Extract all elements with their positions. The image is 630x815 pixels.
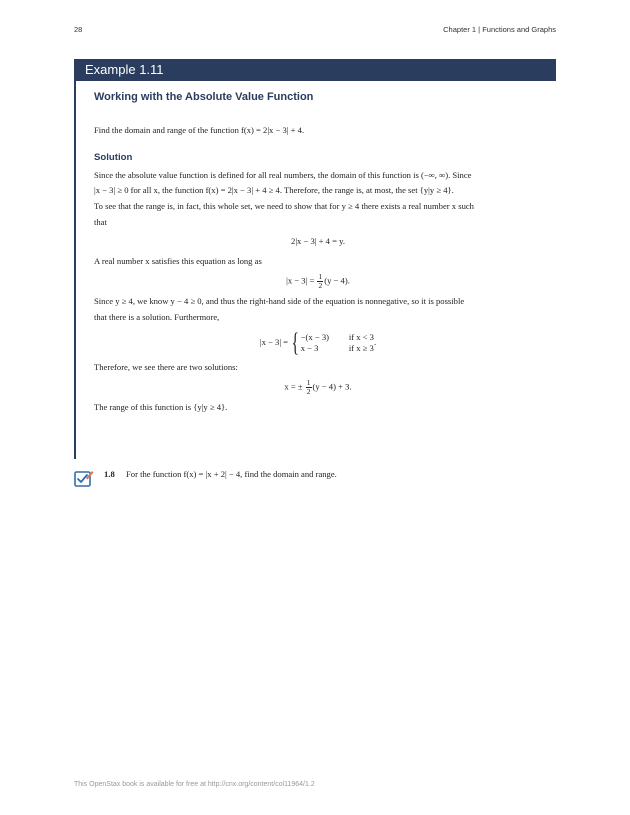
chapter-header: Chapter 1 | Functions and Graphs	[443, 25, 556, 34]
equation-4-fraction	[306, 379, 312, 396]
equation-2-right: (y − 4).	[324, 275, 350, 286]
example-body	[94, 90, 542, 416]
example-label-bar	[74, 59, 556, 81]
fraction-numerator: 1	[306, 378, 311, 388]
example-side-rule	[74, 81, 76, 459]
left-brace: {	[291, 327, 300, 357]
solution-line-5: A real number x satisfies this equation as long as	[94, 255, 262, 266]
case-1-expression: −(x − 3)	[300, 331, 329, 342]
case-2-expression: x − 3	[300, 342, 319, 353]
case-2-condition: if x ≥ 3	[348, 342, 374, 353]
fraction-numerator: 1	[318, 272, 323, 282]
case-rows	[300, 331, 377, 354]
solution-line-7: that there is a solution. Furthermore,	[94, 311, 220, 322]
exercise-number: 1.8	[104, 469, 115, 479]
piecewise-cases	[290, 327, 377, 357]
equation-4-left: x = ±	[284, 381, 303, 392]
equation-2-fraction	[317, 273, 323, 290]
solution-line-1: Since the absolute value function is defined for all real numbers, the domain of this function is (−∞, ∞). Since	[94, 169, 472, 180]
equation-3	[94, 327, 542, 357]
equation-1: 2|x − 3| + 4 = y.	[291, 236, 345, 247]
fraction-denominator: 2	[306, 387, 311, 397]
footer-note: This OpenStax book is available for free at http://cnx.org/content/col11964/1.2	[74, 781, 315, 788]
fraction-denominator: 2	[318, 281, 323, 291]
solution-line-8: Therefore, we see there are two solutions:	[94, 361, 238, 372]
case-1-condition: if x < 3	[348, 331, 374, 342]
exercise-text: For the function f(x) = |x + 2| − 4, find the domain and range.	[126, 469, 337, 479]
equation-2	[94, 273, 542, 290]
example-title: Working with the Absolute Value Function	[94, 91, 314, 103]
solution-line-9: The range of this function is {y|y ≥ 4}.	[94, 402, 228, 413]
equation-4	[94, 379, 542, 396]
solution-line-2: |x − 3| ≥ 0 for all x, the function f(x) = 2|x − 3| + 4 ≥ 4. Therefore, the range is, at most, the set {y|y ≥ 4}.	[94, 185, 454, 196]
example-label: Example 1.11	[85, 62, 164, 77]
solution-heading: Solution	[94, 152, 133, 164]
page-number: 28	[74, 25, 83, 34]
equation-3-end: .	[373, 336, 377, 347]
solution-line-4: that	[94, 216, 107, 227]
checklist-pencil-icon	[74, 469, 94, 487]
solution-line-6: Since y ≥ 4, we know y − 4 ≥ 0, and thus the right-hand side of the equation is nonnegative, so it is possible	[94, 296, 465, 307]
equation-3-left: |x − 3| =	[259, 336, 289, 347]
equation-4-right: (y − 4) + 3.	[312, 381, 352, 392]
solution-line-3: To see that the range is, in fact, this whole set, we need to show that for y ≥ 4 there exists a real number x such	[94, 200, 474, 211]
case-row	[301, 332, 374, 343]
equation-2-left: |x − 3| =	[286, 275, 315, 286]
case-row	[301, 343, 374, 354]
problem-statement: Find the domain and range of the function f(x) = 2|x − 3| + 4.	[94, 124, 305, 135]
